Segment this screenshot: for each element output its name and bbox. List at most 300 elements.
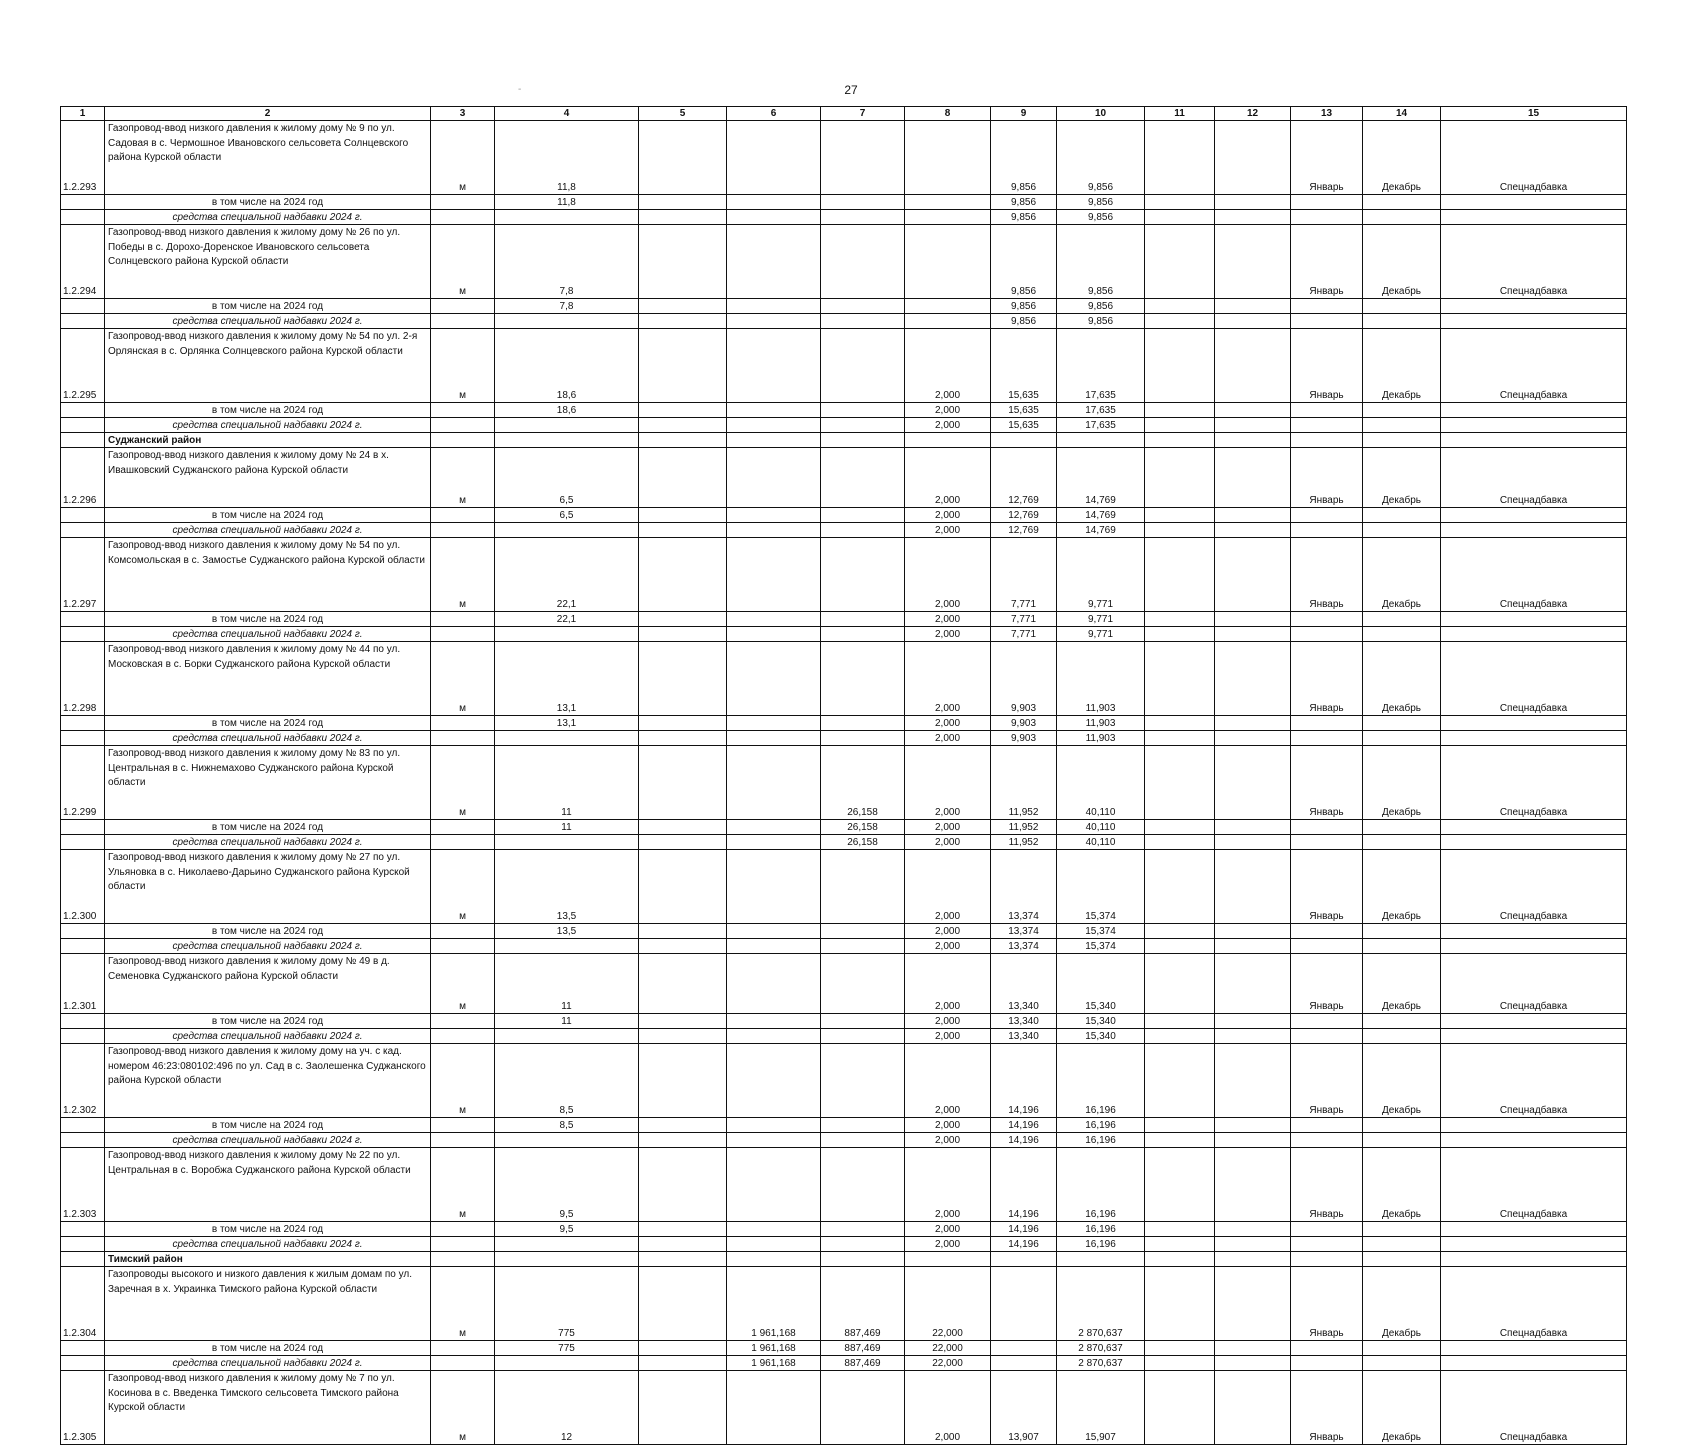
- row-id: 1.2.305: [61, 1371, 105, 1445]
- col-14-value: [1363, 523, 1441, 538]
- col-5-value: [639, 299, 727, 314]
- table-row: [61, 329, 1627, 403]
- col-11-value: [1145, 448, 1215, 508]
- fund-row: [61, 627, 1627, 642]
- col-9-value: 9,903: [991, 642, 1057, 716]
- fund-row: [61, 418, 1627, 433]
- col-11-value: [1145, 1148, 1215, 1222]
- col-14-value: [1363, 1341, 1441, 1356]
- col-10-value: 9,856: [1057, 121, 1145, 195]
- col-10-value: 9,856: [1057, 314, 1145, 329]
- quantity: 7,8: [495, 299, 639, 314]
- col-5-value: [639, 835, 727, 850]
- col-14-value: [1363, 195, 1441, 210]
- col-12-value: [1215, 820, 1291, 835]
- quantity: 13,1: [495, 642, 639, 716]
- quantity: 12: [495, 1371, 639, 1445]
- col-6-value: [727, 939, 821, 954]
- end-month: Декабрь: [1363, 1044, 1441, 1118]
- col-10-value: 17,635: [1057, 418, 1145, 433]
- district-empty-cell: [639, 433, 727, 448]
- fund-row: [61, 1133, 1627, 1148]
- subtotal-label: в том числе на 2024 год: [105, 195, 431, 210]
- col-12-value: [1215, 1133, 1291, 1148]
- quantity: 18,6: [495, 329, 639, 403]
- col-15-value: [1441, 299, 1627, 314]
- col-15-value: [1441, 924, 1627, 939]
- col-5-value: [639, 1148, 727, 1222]
- quantity: 6,5: [495, 508, 639, 523]
- row-id: 1.2.300: [61, 850, 105, 924]
- col-10-value: 40,110: [1057, 820, 1145, 835]
- row-id-empty: [61, 210, 105, 225]
- fund-label: средства специальной надбавки 2024 г.: [105, 627, 431, 642]
- district-empty-cell: [905, 433, 991, 448]
- object-description: Газопроводы высокого и низкого давления к жилым домам по ул. Заречная в х. Украинка Тимского района Курской области: [105, 1267, 431, 1341]
- col-6-value: [727, 627, 821, 642]
- col-7-value: 26,158: [821, 835, 905, 850]
- col-7-value: [821, 121, 905, 195]
- col-10-value: 15,374: [1057, 850, 1145, 924]
- col-10-value: 9,771: [1057, 538, 1145, 612]
- district-empty-cell: [431, 1252, 495, 1267]
- col-6-value: [727, 954, 821, 1014]
- funding-source: Спецнадбавка: [1441, 1267, 1627, 1341]
- quantity: 6,5: [495, 448, 639, 508]
- district-empty-cell: [1363, 1252, 1441, 1267]
- unit-empty: [431, 1237, 495, 1252]
- subtotal-label: в том числе на 2024 год: [105, 716, 431, 731]
- col-5-value: [639, 1356, 727, 1371]
- program-table-container: [60, 106, 1626, 1445]
- col-6-value: [727, 403, 821, 418]
- quantity: [495, 1237, 639, 1252]
- district-empty-cell: [905, 1252, 991, 1267]
- subtotal-row: [61, 1014, 1627, 1029]
- unit-empty: [431, 1356, 495, 1371]
- col-9-value: 14,196: [991, 1044, 1057, 1118]
- col-6-value: [727, 508, 821, 523]
- end-month: Декабрь: [1363, 329, 1441, 403]
- col-13-value: [1291, 820, 1363, 835]
- col-9-value: 9,856: [991, 314, 1057, 329]
- row-id: 1.2.294: [61, 225, 105, 299]
- district-id-cell: [61, 433, 105, 448]
- subtotal-label: в том числе на 2024 год: [105, 924, 431, 939]
- col-8-value: 22,000: [905, 1356, 991, 1371]
- col-9-value: 14,196: [991, 1222, 1057, 1237]
- col-8-value: 2,000: [905, 329, 991, 403]
- col-7-value: [821, 314, 905, 329]
- col-15-value: [1441, 939, 1627, 954]
- district-empty-cell: [1145, 433, 1215, 448]
- col-9-value: 13,374: [991, 850, 1057, 924]
- col-15-value: [1441, 731, 1627, 746]
- subtotal-row: [61, 716, 1627, 731]
- col-5-value: [639, 418, 727, 433]
- col-14-value: [1363, 418, 1441, 433]
- column-header-3: 3: [431, 107, 495, 121]
- row-id-empty: [61, 627, 105, 642]
- col-6-value: [727, 731, 821, 746]
- col-7-value: [821, 538, 905, 612]
- fund-label: средства специальной надбавки 2024 г.: [105, 314, 431, 329]
- col-6-value: [727, 329, 821, 403]
- unit-empty: [431, 195, 495, 210]
- col-12-value: [1215, 121, 1291, 195]
- col-9-value: 13,907: [991, 1371, 1057, 1445]
- col-11-value: [1145, 538, 1215, 612]
- table-row: [61, 1148, 1627, 1222]
- col-11-value: [1145, 1133, 1215, 1148]
- row-id-empty: [61, 314, 105, 329]
- col-6-value: [727, 612, 821, 627]
- col-14-value: [1363, 1029, 1441, 1044]
- col-8-value: 2,000: [905, 1237, 991, 1252]
- col-8-value: 2,000: [905, 612, 991, 627]
- object-description: Газопровод-ввод низкого давления к жилому дому № 26 по ул. Победы в с. Дорохо-Доренское Ивановского сельсовета Солнцевского района Курской области: [105, 225, 431, 299]
- col-9-value: [991, 1267, 1057, 1341]
- col-11-value: [1145, 746, 1215, 820]
- col-11-value: [1145, 924, 1215, 939]
- col-6-value: [727, 1222, 821, 1237]
- object-description: Газопровод-ввод низкого давления к жилому дому № 27 по ул. Ульяновка в с. Николаево-Дарьино Суджанского района Курской области: [105, 850, 431, 924]
- col-15-value: [1441, 1356, 1627, 1371]
- col-8-value: 22,000: [905, 1341, 991, 1356]
- row-id-empty: [61, 716, 105, 731]
- col-11-value: [1145, 835, 1215, 850]
- district-empty-cell: [495, 433, 639, 448]
- col-11-value: [1145, 716, 1215, 731]
- col-15-value: [1441, 716, 1627, 731]
- col-13-value: [1291, 508, 1363, 523]
- col-8-value: 2,000: [905, 746, 991, 820]
- row-id-empty: [61, 820, 105, 835]
- funding-source: Спецнадбавка: [1441, 1148, 1627, 1222]
- col-7-value: 26,158: [821, 746, 905, 820]
- col-12-value: [1215, 225, 1291, 299]
- quantity: 11: [495, 746, 639, 820]
- col-9-value: 15,635: [991, 418, 1057, 433]
- col-14-value: [1363, 1222, 1441, 1237]
- col-10-value: 2 870,637: [1057, 1267, 1145, 1341]
- subtotal-row: [61, 1222, 1627, 1237]
- col-8-value: 2,000: [905, 954, 991, 1014]
- col-9-value: 13,340: [991, 954, 1057, 1014]
- start-month: Январь: [1291, 538, 1363, 612]
- col-6-value: [727, 1133, 821, 1148]
- row-id-empty: [61, 1237, 105, 1252]
- col-10-value: 14,769: [1057, 448, 1145, 508]
- col-7-value: [821, 508, 905, 523]
- start-month: Январь: [1291, 1371, 1363, 1445]
- col-12-value: [1215, 448, 1291, 508]
- start-month: Январь: [1291, 329, 1363, 403]
- col-8-value: 2,000: [905, 1029, 991, 1044]
- table-row: [61, 1267, 1627, 1341]
- unit-empty: [431, 1118, 495, 1133]
- col-7-value: 26,158: [821, 820, 905, 835]
- quantity: 11,8: [495, 121, 639, 195]
- col-14-value: [1363, 716, 1441, 731]
- fund-label: средства специальной надбавки 2024 г.: [105, 1029, 431, 1044]
- col-9-value: 14,196: [991, 1133, 1057, 1148]
- col-11-value: [1145, 731, 1215, 746]
- end-month: Декабрь: [1363, 1371, 1441, 1445]
- col-7-value: [821, 1118, 905, 1133]
- row-id: 1.2.301: [61, 954, 105, 1014]
- quantity: [495, 210, 639, 225]
- col-14-value: [1363, 299, 1441, 314]
- row-id-empty: [61, 195, 105, 210]
- column-header-13: 13: [1291, 107, 1363, 121]
- col-9-value: 15,635: [991, 329, 1057, 403]
- subtotal-row: [61, 924, 1627, 939]
- col-5-value: [639, 448, 727, 508]
- start-month: Январь: [1291, 225, 1363, 299]
- quantity: [495, 1133, 639, 1148]
- district-empty-cell: [1291, 433, 1363, 448]
- table-row: [61, 121, 1627, 195]
- col-10-value: 16,196: [1057, 1133, 1145, 1148]
- start-month: Январь: [1291, 1148, 1363, 1222]
- fund-row: [61, 835, 1627, 850]
- district-id-cell: [61, 1252, 105, 1267]
- col-8-value: 2,000: [905, 642, 991, 716]
- unit-empty: [431, 939, 495, 954]
- col-7-value: [821, 523, 905, 538]
- quantity: [495, 939, 639, 954]
- quantity: [495, 627, 639, 642]
- col-7-value: [821, 418, 905, 433]
- col-14-value: [1363, 939, 1441, 954]
- col-14-value: [1363, 403, 1441, 418]
- col-7-value: [821, 939, 905, 954]
- col-7-value: [821, 642, 905, 716]
- end-month: Декабрь: [1363, 642, 1441, 716]
- col-12-value: [1215, 627, 1291, 642]
- col-13-value: [1291, 1356, 1363, 1371]
- col-12-value: [1215, 939, 1291, 954]
- col-8-value: 2,000: [905, 850, 991, 924]
- col-15-value: [1441, 418, 1627, 433]
- col-12-value: [1215, 508, 1291, 523]
- row-id-empty: [61, 924, 105, 939]
- quantity: 775: [495, 1341, 639, 1356]
- col-5-value: [639, 1222, 727, 1237]
- unit-empty: [431, 612, 495, 627]
- row-id: 1.2.302: [61, 1044, 105, 1118]
- col-5-value: [639, 746, 727, 820]
- col-6-value: [727, 523, 821, 538]
- column-header-14: 14: [1363, 107, 1441, 121]
- unit: м: [431, 1148, 495, 1222]
- quantity: [495, 418, 639, 433]
- col-10-value: 16,196: [1057, 1118, 1145, 1133]
- col-9-value: 9,856: [991, 299, 1057, 314]
- col-8-value: 2,000: [905, 716, 991, 731]
- col-13-value: [1291, 939, 1363, 954]
- col-9-value: 9,856: [991, 210, 1057, 225]
- table-row: [61, 225, 1627, 299]
- quantity: 9,5: [495, 1148, 639, 1222]
- object-description: Газопровод-ввод низкого давления к жилому дому № 83 по ул. Центральная в с. Нижнемахово Суджанского района Курской области: [105, 746, 431, 820]
- col-5-value: [639, 939, 727, 954]
- row-id: 1.2.298: [61, 642, 105, 716]
- district-empty-cell: [1215, 433, 1291, 448]
- row-id-empty: [61, 403, 105, 418]
- col-8-value: 2,000: [905, 835, 991, 850]
- district-empty-cell: [1291, 1252, 1363, 1267]
- col-5-value: [639, 403, 727, 418]
- col-9-value: 13,374: [991, 924, 1057, 939]
- column-header-2: 2: [105, 107, 431, 121]
- funding-source: Спецнадбавка: [1441, 850, 1627, 924]
- fund-row: [61, 1029, 1627, 1044]
- col-15-value: [1441, 508, 1627, 523]
- quantity: 22,1: [495, 612, 639, 627]
- table-body: [61, 107, 1627, 1445]
- col-5-value: [639, 1014, 727, 1029]
- col-12-value: [1215, 924, 1291, 939]
- col-14-value: [1363, 1356, 1441, 1371]
- col-15-value: [1441, 1014, 1627, 1029]
- end-month: Декабрь: [1363, 850, 1441, 924]
- subtotal-label: в том числе на 2024 год: [105, 1341, 431, 1356]
- table-row: [61, 746, 1627, 820]
- col-7-value: [821, 225, 905, 299]
- quantity: 775: [495, 1267, 639, 1341]
- col-14-value: [1363, 835, 1441, 850]
- subtotal-row: [61, 195, 1627, 210]
- row-id: 1.2.303: [61, 1148, 105, 1222]
- col-12-value: [1215, 1341, 1291, 1356]
- quantity: [495, 835, 639, 850]
- unit-empty: [431, 731, 495, 746]
- col-13-value: [1291, 1118, 1363, 1133]
- col-8-value: 2,000: [905, 1118, 991, 1133]
- col-8-value: 2,000: [905, 820, 991, 835]
- col-8-value: 2,000: [905, 538, 991, 612]
- district-empty-cell: [821, 1252, 905, 1267]
- unit-empty: [431, 314, 495, 329]
- col-7-value: [821, 850, 905, 924]
- col-7-value: [821, 954, 905, 1014]
- col-10-value: 15,340: [1057, 1029, 1145, 1044]
- col-10-value: 9,856: [1057, 225, 1145, 299]
- col-5-value: [639, 1029, 727, 1044]
- funding-source: Спецнадбавка: [1441, 538, 1627, 612]
- start-month: Январь: [1291, 1267, 1363, 1341]
- col-13-value: [1291, 418, 1363, 433]
- col-14-value: [1363, 1133, 1441, 1148]
- row-id: 1.2.299: [61, 746, 105, 820]
- district-empty-cell: [727, 1252, 821, 1267]
- col-10-value: 16,196: [1057, 1148, 1145, 1222]
- col-7-value: [821, 210, 905, 225]
- column-header-11: 11: [1145, 107, 1215, 121]
- col-5-value: [639, 225, 727, 299]
- col-11-value: [1145, 612, 1215, 627]
- end-month: Декабрь: [1363, 225, 1441, 299]
- quantity: 9,5: [495, 1222, 639, 1237]
- col-11-value: [1145, 627, 1215, 642]
- col-13-value: [1291, 299, 1363, 314]
- col-12-value: [1215, 299, 1291, 314]
- funding-source: Спецнадбавка: [1441, 448, 1627, 508]
- funding-source: Спецнадбавка: [1441, 1371, 1627, 1445]
- col-11-value: [1145, 508, 1215, 523]
- col-6-value: [727, 835, 821, 850]
- unit-empty: [431, 508, 495, 523]
- unit: м: [431, 1371, 495, 1445]
- col-6-value: [727, 1044, 821, 1118]
- object-description: Газопровод-ввод низкого давления к жилому дому № 49 в д. Семеновка Суджанского района Курской области: [105, 954, 431, 1014]
- column-header-10: 10: [1057, 107, 1145, 121]
- col-11-value: [1145, 1014, 1215, 1029]
- start-month: Январь: [1291, 746, 1363, 820]
- col-5-value: [639, 1133, 727, 1148]
- col-11-value: [1145, 329, 1215, 403]
- col-8-value: [905, 210, 991, 225]
- col-7-value: 887,469: [821, 1356, 905, 1371]
- funding-source: Спецнадбавка: [1441, 225, 1627, 299]
- col-5-value: [639, 716, 727, 731]
- quantity: 11: [495, 954, 639, 1014]
- subtotal-label: в том числе на 2024 год: [105, 1118, 431, 1133]
- col-5-value: [639, 1237, 727, 1252]
- district-empty-cell: [1057, 1252, 1145, 1267]
- col-9-value: [991, 1356, 1057, 1371]
- subtotal-row: [61, 299, 1627, 314]
- col-8-value: 2,000: [905, 448, 991, 508]
- object-description: Газопровод-ввод низкого давления к жилому дому № 9 по ул. Садовая в с. Чермошное Ивановского сельсовета Солнцевского района Курской области: [105, 121, 431, 195]
- col-8-value: 2,000: [905, 1222, 991, 1237]
- col-13-value: [1291, 731, 1363, 746]
- fund-row: [61, 210, 1627, 225]
- col-12-value: [1215, 642, 1291, 716]
- district-row: [61, 1252, 1627, 1267]
- unit-empty: [431, 924, 495, 939]
- col-15-value: [1441, 1222, 1627, 1237]
- col-12-value: [1215, 1222, 1291, 1237]
- fund-label: средства специальной надбавки 2024 г.: [105, 939, 431, 954]
- col-7-value: [821, 1222, 905, 1237]
- col-12-value: [1215, 612, 1291, 627]
- fund-label: средства специальной надбавки 2024 г.: [105, 731, 431, 746]
- col-8-value: 2,000: [905, 939, 991, 954]
- col-7-value: [821, 627, 905, 642]
- col-8-value: 2,000: [905, 731, 991, 746]
- col-14-value: [1363, 612, 1441, 627]
- col-11-value: [1145, 850, 1215, 924]
- col-12-value: [1215, 314, 1291, 329]
- subtotal-row: [61, 508, 1627, 523]
- col-5-value: [639, 1118, 727, 1133]
- col-8-value: [905, 195, 991, 210]
- col-8-value: [905, 299, 991, 314]
- col-11-value: [1145, 642, 1215, 716]
- col-10-value: 14,769: [1057, 508, 1145, 523]
- col-11-value: [1145, 1371, 1215, 1445]
- col-11-value: [1145, 1044, 1215, 1118]
- col-10-value: 16,196: [1057, 1237, 1145, 1252]
- col-10-value: 15,907: [1057, 1371, 1145, 1445]
- col-9-value: [991, 1341, 1057, 1356]
- col-5-value: [639, 612, 727, 627]
- col-10-value: 11,903: [1057, 642, 1145, 716]
- col-11-value: [1145, 1356, 1215, 1371]
